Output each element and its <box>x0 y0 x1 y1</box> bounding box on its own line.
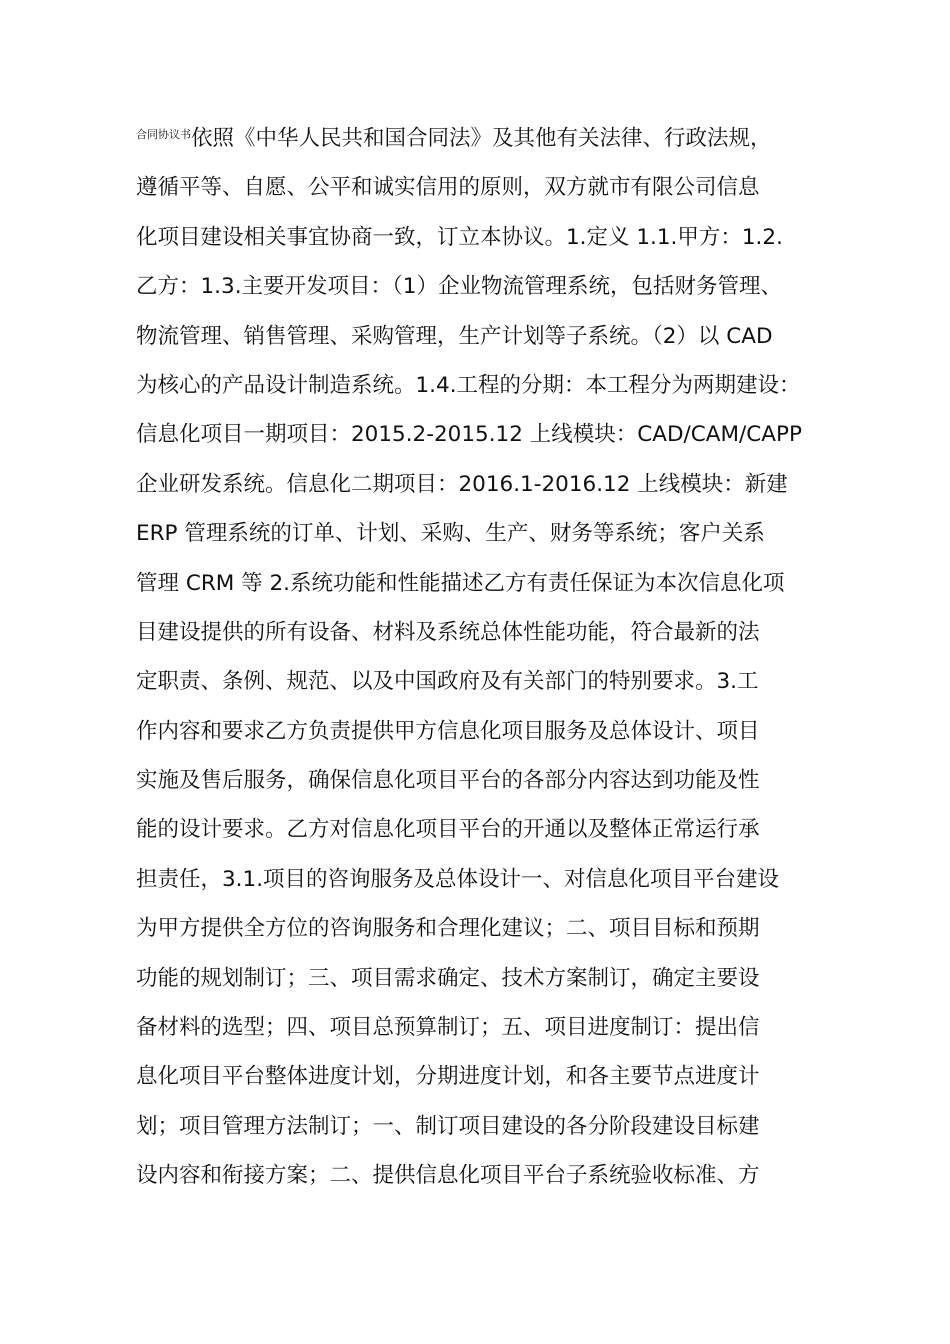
text-line: 能的设计要求。乙方对信息化项目平台的开通以及整体正常运行承 <box>136 817 760 843</box>
text-line: ERP 管理系统的订单、计划、采购、生产、财务等系统；客户关系 <box>136 521 765 547</box>
line-text: 依照《中华人民共和国合同法》及其他有关法律、行政法规， <box>191 126 772 151</box>
text-line: 目建设提供的所有设备、材料及系统总体性能功能，符合最新的法 <box>136 619 760 645</box>
text-line: 化项目建设相关事宜协商一致，订立本协议。1.定义 1.1.甲方：1.2. <box>136 224 783 250</box>
text-line: 备材料的选型；四、项目总预算制订；五、项目进度制订：提出信 <box>136 1015 760 1041</box>
text-line: 功能的规划制订；三、项目需求确定、技术方案制订，确定主要设 <box>136 965 760 991</box>
text-line: 定职责、条例、规范、以及中国政府及有关部门的特别要求。3.工 <box>136 669 759 695</box>
text-line: 息化项目平台整体进度计划，分期进度计划，和各主要节点进度计 <box>136 1064 760 1090</box>
text-line: 实施及售后服务，确保信息化项目平台的各部分内容达到功能及性 <box>136 768 760 794</box>
heading-tag: 合同协议书 <box>136 128 191 141</box>
text-line <box>136 114 836 163</box>
text-line: 遵循平等、自愿、公平和诚实信用的原则，双方就市有限公司信息 <box>136 175 760 201</box>
text-line: 设内容和衔接方案；二、提供信息化项目平台子系统验收标准、方 <box>136 1163 760 1189</box>
text-line: 信息化项目一期项目：2015.2-2015.12 上线模块：CAD/CAM/CAPP <box>136 422 802 448</box>
text-line: 作内容和要求乙方负责提供甲方信息化项目服务及总体设计、项目 <box>136 718 760 744</box>
text-line: 物流管理、销售管理、采购管理，生产计划等子系统。（2）以 CAD <box>136 323 773 349</box>
text-line: 划；项目管理方法制订；一、制订项目建设的各分阶段建设目标建 <box>136 1113 760 1139</box>
text-line: 担责任，3.1.项目的咨询服务及总体设计一、对信息化项目平台建设 <box>136 866 780 892</box>
text-line: 为甲方提供全方位的咨询服务和合理化建议；二、项目目标和预期 <box>136 916 760 942</box>
contract-body <box>136 114 836 1201</box>
text-line: 为核心的产品设计制造系统。1.4.工程的分期：本工程分为两期建设： <box>136 372 801 398</box>
text-line: 企业研发系统。信息化二期项目：2016.1-2016.12 上线模块：新建 <box>136 471 788 497</box>
text-line: 乙方：1.3.主要开发项目：（1）企业物流管理系统，包括财务管理、 <box>136 274 782 300</box>
text-line: 管理 CRM 等 2.系统功能和性能描述乙方有责任保证为本次信息化项 <box>136 570 785 596</box>
